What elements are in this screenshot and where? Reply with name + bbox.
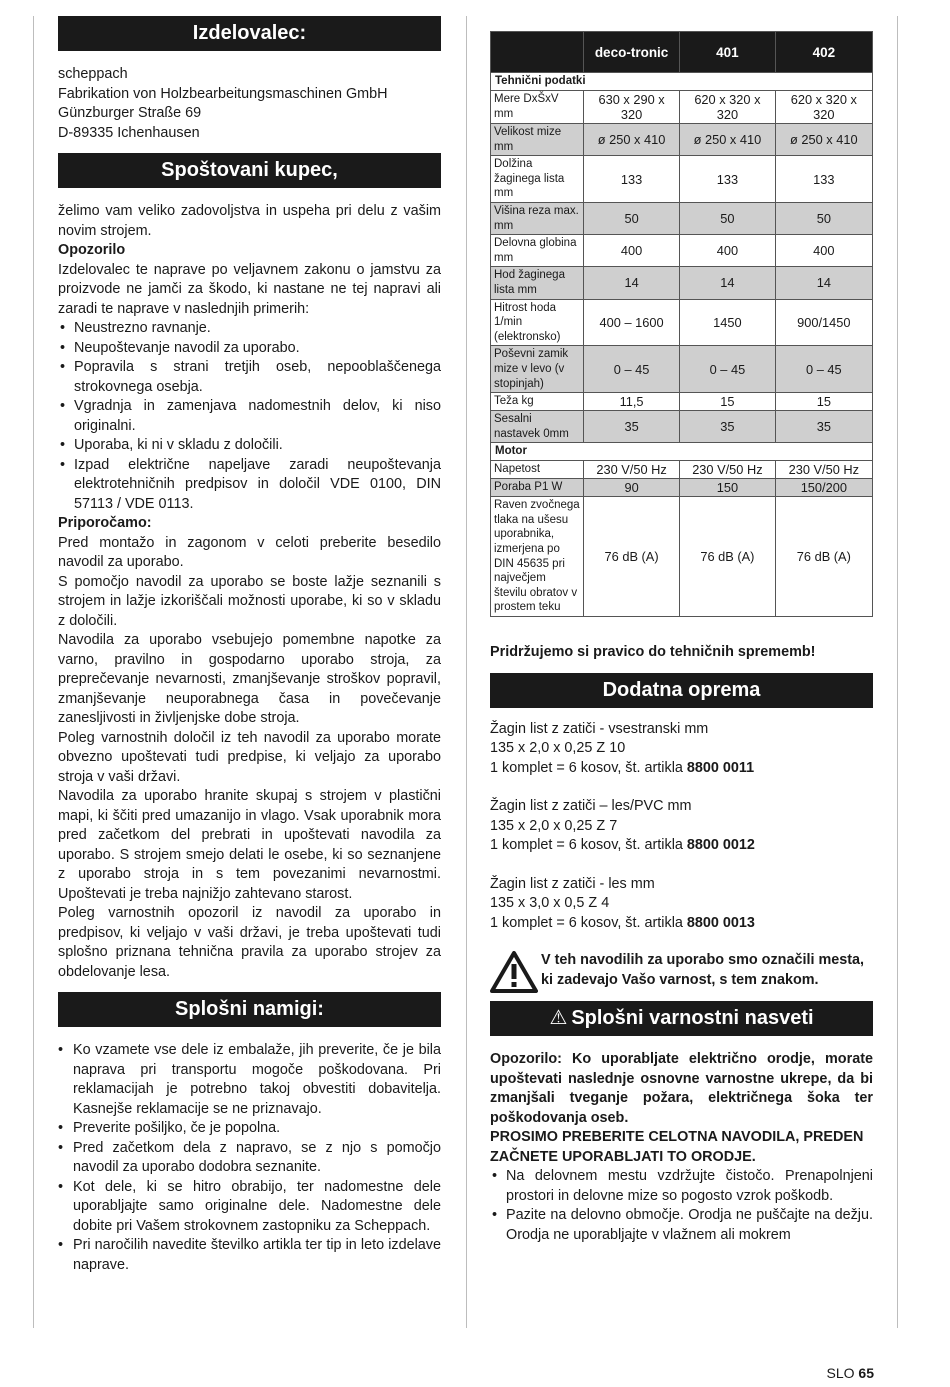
list-item: • Popravila s strani tretjih oseb, nepooblaščenega strokovnega osebja.: [58, 358, 441, 397]
table-cell: 50: [584, 202, 680, 234]
accessory-spec: 135 x 3,0 x 0,5 Z 4: [490, 895, 610, 912]
safety-symbol-note: [490, 951, 873, 993]
table-cell: 150/200: [775, 479, 872, 497]
column-header: deco-tronic: [584, 32, 680, 73]
table-row: [491, 497, 873, 617]
recommend-paragraph: S pomočjo navodil za uporabo se boste lažje seznanili s strojem in lažje izkoriščali možnosti uporabe, ki so v skladu z določili.: [58, 573, 441, 629]
table-cell: 14: [680, 267, 776, 299]
order-text: 1 komplet = 6 kosov, št. artikla: [490, 837, 683, 854]
list-item: • Izpad električne napeljave zaradi neupoštevanja elektrotehničnih predpisov in določil VDE 0100, DIN 57113 / VDE 0113.: [58, 456, 441, 515]
accessory-spec: 135 x 2,0 x 0,25 Z 10: [490, 740, 626, 757]
table-row: [491, 411, 873, 443]
table-cell: 50: [680, 202, 776, 234]
header-blank-cell: [491, 32, 584, 73]
table-row: [491, 267, 873, 299]
safety-caps-note: PROSIMO PREBERITE CELOTNA NAVODILA, PREDEN ZAČNETE UPORABLJATI TO ORODJE.: [490, 1129, 864, 1165]
order-text: 1 komplet = 6 kosov, št. artikla: [490, 759, 683, 776]
table-header-row: [491, 32, 873, 73]
table-row: [491, 235, 873, 267]
order-text: 1 komplet = 6 kosov, št. artikla: [490, 914, 683, 931]
warning-list: [58, 319, 441, 514]
table-row: [491, 393, 873, 411]
accessory-spec: 135 x 2,0 x 0,25 Z 7: [490, 817, 618, 834]
safety-list: [490, 1167, 873, 1245]
recommend-paragraph: Poleg varnostnih določil iz teh navodil za uporabo morate obvezno upoštevati tudi predpise, ki veljajo za uporabo stroja v vaši državi.: [58, 729, 441, 785]
list-item: • Na delovnem mestu vzdržujte čistočo. Prenapolnjeni prostori in delovne mize so pogosto vzrok poškodb.: [490, 1167, 873, 1206]
list-item: • Preverite pošiljko, če je popolna.: [58, 1119, 441, 1139]
list-item: • Uporaba, ki ni v skladu z določili.: [58, 436, 441, 456]
row-label: Hitrost hoda 1/min (elektronsko): [491, 299, 584, 346]
article-number: 8800 0012: [686, 837, 755, 854]
table-cell: 0 – 45: [584, 346, 680, 393]
technical-data-table: [490, 31, 873, 617]
warning-triangle-icon: [490, 951, 538, 993]
table-cell: 150: [680, 479, 776, 497]
table-cell: 76 dB (A): [680, 497, 776, 617]
table-cell: 90: [584, 479, 680, 497]
table-cell: 15: [680, 393, 776, 411]
table-cell: 0 – 45: [775, 346, 872, 393]
list-item: • Pazite na delovno območje. Orodja ne puščajte na dežju. Orodja ne uporabljajte v vlažnem ali mokrem: [490, 1206, 873, 1245]
table-cell: ø 250 x 410: [680, 124, 776, 156]
row-label: Velikost mize mm: [491, 124, 584, 156]
table-cell: ø 250 x 410: [584, 124, 680, 156]
list-item: • Pred začetkom dela z napravo, se z njo s pomočjo navodil za uporabo dodobra seznanite.: [58, 1139, 441, 1178]
table-cell: 0 – 45: [680, 346, 776, 393]
recommend-paragraph: Pred montažo in zagonom v celoti preberite besedilo navodil za uporabo.: [58, 534, 441, 570]
manufacturer-heading: Izdelovalec:: [58, 16, 441, 51]
table-cell: 620 x 320 x 320: [680, 91, 776, 124]
accessory-item: [490, 797, 873, 856]
row-label: Hod žaginega lista mm: [491, 267, 584, 299]
list-item: • Kot dele, ki se hitro obrabijo, ter nadomestne dele uporabljajte samo originalne dele. Nadomestne dele dobite pri Vašem strokovnem zastopniku za Scheppach.: [58, 1178, 441, 1237]
recommend-paragraph: Poleg varnostnih opozoril iz navodil za uporabo in predpisov, ki veljajo v vaši državi, je treba upoštevati tudi splošno priznana tehnična pravila za uporabo strojev za obdelovanje lesa.: [58, 905, 441, 980]
table-cell: 76 dB (A): [584, 497, 680, 617]
row-label: Delovna globina mm: [491, 235, 584, 267]
row-label: Napetost: [491, 461, 584, 479]
warning-heading: Opozorilo: [58, 242, 126, 258]
list-item: • Neustrezno ravnanje.: [58, 319, 441, 339]
safety-title: Splošni varnostni nasveti: [571, 1007, 814, 1030]
table-cell: 1450: [680, 299, 776, 346]
warning-text: Izdelovalec te naprave po veljavnem zakonu o jamstvu za proizvode ne jamči za škodo, ki nastane ne tej napravi ali zaradi te naprave v naslednjih primerih:: [58, 261, 441, 317]
table-cell: 230 V/50 Hz: [775, 461, 872, 479]
table-cell: 14: [584, 267, 680, 299]
table-row: [491, 346, 873, 393]
table-cell: 35: [775, 411, 872, 443]
list-item: • Ko vzamete vse dele iz embalaže, jih preverite, če je bila naprava pri transportu mogoče poškodovana. Pri reklamacijah je potrebno takoj obvestiti dobavitelja. Kasnejše reklamacije se ne priznavajo.: [58, 1041, 441, 1119]
table-cell: 133: [584, 156, 680, 203]
table-cell: 133: [680, 156, 776, 203]
right-column: [490, 31, 873, 1245]
address-line: D-89335 Ichenhausen: [58, 124, 200, 141]
table-cell: 400: [680, 235, 776, 267]
row-label: Mere DxŠxV mm: [491, 91, 584, 124]
motor-rows: [491, 461, 873, 617]
table-row: [491, 299, 873, 346]
table-cell: 400: [775, 235, 872, 267]
accessory-order: [490, 914, 873, 934]
tips-heading: Splošni namigi:: [58, 992, 441, 1027]
customer-heading: Spoštovani kupec,: [58, 153, 441, 188]
section-row: [491, 443, 873, 461]
table-cell: 11,5: [584, 393, 680, 411]
row-label: Poševni zamik mize v levo (v stopinjah): [491, 346, 584, 393]
section-label: Tehnični podatki: [491, 73, 873, 91]
accessory-name: Žagin list z zatiči - les mm: [490, 875, 655, 892]
table-cell: 900/1450: [775, 299, 872, 346]
address-line: Günzburger Straße 69: [58, 105, 202, 121]
table-cell: 14: [775, 267, 872, 299]
recommend-paragraph: Navodila za uporabo hranite skupaj s strojem v plastični mapi, ki ščiti pred umazanijo in vlago. Vsak uporabnik mora pred začetkom del prebrati in upoštevati navodila za uporabo. S strojem smejo delati le osebe, ki so seznanjene z uporabo stroja in s tem povezanimi nevarnostmi. Upoštevati je treba najnižjo zahtevano starost.: [58, 788, 441, 902]
table-row: [491, 461, 873, 479]
accessory-order: [490, 836, 873, 856]
column-header: 401: [680, 32, 776, 73]
list-item: • Vgradnja in zamenjava nadomestnih delov, ki niso originalni.: [58, 397, 441, 436]
symbol-note-text: V teh navodilih za uporabo smo označili mesta, ki zadevajo Vašo varnost, s tem znakom.: [541, 952, 865, 988]
table-cell: 133: [775, 156, 872, 203]
page-number: 65: [858, 1365, 874, 1381]
accessory-name: Žagin list z zatiči – les/PVC mm: [490, 798, 692, 815]
accessory-order: [490, 759, 873, 779]
table-row: [491, 91, 873, 124]
table-cell: 630 x 290 x 320: [584, 91, 680, 124]
tips-list: [58, 1041, 441, 1275]
row-label: Sesalni nastavek 0mm: [491, 411, 584, 443]
row-label: Dolžina žaginega lista mm: [491, 156, 584, 203]
article-number: 8800 0011: [686, 759, 755, 776]
table-cell: 230 V/50 Hz: [680, 461, 776, 479]
row-label: Raven zvočnega tlaka na ušesu uporabnika, izmerjena po DIN 45635 pri največjem številu obratov v prostem teku: [491, 497, 584, 617]
left-margin-rule: [33, 16, 34, 1328]
section-row: [491, 73, 873, 91]
left-column: [58, 16, 441, 1275]
reserve-note: Pridržujemo si pravico do tehničnih sprememb!: [490, 644, 816, 661]
accessory-name: Žagin list z zatiči - vsestranski mm: [490, 720, 709, 737]
column-header: 402: [775, 32, 872, 73]
table-cell: 400 – 1600: [584, 299, 680, 346]
section-label: Motor: [491, 443, 873, 461]
tech-rows: [491, 91, 873, 443]
accessory-item: [490, 720, 873, 779]
recommend-paragraph: Navodila za uporabo vsebujejo pomembne napotke za varno, pravilno in gospodarno uporabo stroja, za preprečevanje nevarnosti, zmanjševanje stroškov popravil, zmanjševanje neuporabnega časa in povečevanje zanesljivosti in življenjske dobe stroja.: [58, 632, 441, 726]
greeting-text: želimo vam veliko zadovoljstva in uspeha pri delu z vašim novim strojem.: [58, 203, 441, 239]
center-column-rule: [466, 16, 467, 1328]
table-cell: 76 dB (A): [775, 497, 872, 617]
row-label: Višina reza max. mm: [491, 202, 584, 234]
row-label: Teža kg: [491, 393, 584, 411]
article-number: 8800 0013: [686, 914, 755, 931]
safety-warning: Opozorilo: Ko uporabljate električno orodje, morate upoštevati naslednje osnovne varnostne ukrepe, da bi zmanjšali tveganje požara, električnega šoka ter poškodovanja oseb.: [490, 1051, 873, 1126]
table-cell: 35: [680, 411, 776, 443]
table-cell: 620 x 320 x 320: [775, 91, 872, 124]
language-code: SLO: [826, 1365, 855, 1381]
table-cell: 15: [775, 393, 872, 411]
list-item: • Neupoštevanje navodil za uporabo.: [58, 339, 441, 359]
address-line: scheppach: [58, 66, 128, 82]
right-margin-rule: [897, 16, 898, 1328]
recommend-heading: Priporočamo:: [58, 515, 152, 531]
page-footer: [827, 1364, 874, 1384]
table-row: [491, 202, 873, 234]
accessory-item: [490, 875, 873, 934]
row-label: Poraba P1 W: [491, 479, 584, 497]
table-cell: ø 250 x 410: [775, 124, 872, 156]
table-row: [491, 479, 873, 497]
manufacturer-address: [58, 65, 441, 143]
table-row: [491, 124, 873, 156]
table-cell: 230 V/50 Hz: [584, 461, 680, 479]
table-row: [491, 156, 873, 203]
table-cell: 35: [584, 411, 680, 443]
table-cell: 400: [584, 235, 680, 267]
table-cell: 50: [775, 202, 872, 234]
address-line: Fabrikation von Holzbearbeitungsmaschinen GmbH: [58, 85, 388, 102]
list-item: • Pri naročilih navedite številko artikla ter tip in leto izdelave naprave.: [58, 1236, 441, 1275]
warning-icon: ⚠: [549, 1007, 568, 1030]
accessories-heading: Dodatna oprema: [490, 673, 873, 708]
safety-heading: [490, 1001, 873, 1036]
